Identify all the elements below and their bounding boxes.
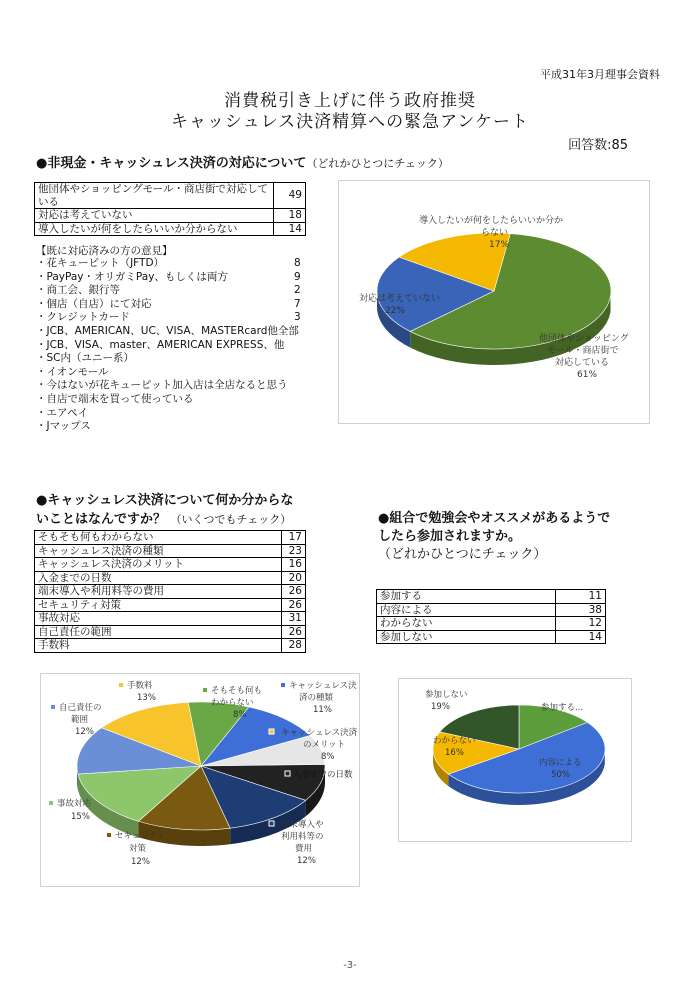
list-item	[36, 298, 306, 312]
pie3-pct-wakaranai: 16%	[445, 748, 464, 758]
opinion-label: ・個店（自店）にて対応	[36, 297, 152, 310]
pie1-label-b-pct: 22%	[385, 306, 406, 316]
table-row	[35, 571, 306, 585]
opinion-label: ・花キューピット（JFTD）	[36, 257, 165, 269]
opinion-label: ・PayPay・オリガミPay、もしくは両方	[36, 270, 228, 283]
opinion-label: ・今はないが花キューピット加入店は全店なると思う	[36, 379, 288, 392]
response-count: 回答数:85	[568, 138, 628, 153]
table-row	[35, 639, 306, 653]
table-row	[377, 603, 606, 617]
pie2-pct-hiyou: 12%	[297, 856, 316, 866]
q1-row-label: 他団体やショッピングモール・商店街で対応している	[35, 183, 274, 209]
q1-row-label: 対応は考えていない	[35, 209, 274, 223]
pie2-pct-merit: 8%	[321, 752, 335, 762]
pie1-label-c-line3: 対応している	[555, 358, 610, 368]
pie2-label-somosomo-2: わからない	[211, 698, 254, 708]
pie1-label-a-pct: 17%	[489, 240, 510, 250]
pie2-pct-shurui: 11%	[313, 705, 332, 715]
opinion-count: 9	[294, 270, 301, 283]
opinion-count: 7	[294, 297, 301, 310]
table-row	[35, 598, 306, 612]
table-row	[377, 617, 606, 631]
q2-row-value: 26	[282, 625, 306, 639]
pie2-label-security-1: セキュリティ	[115, 831, 166, 841]
pie1-label-a-line1: 導入したいが何をしたらいいか分か	[419, 216, 564, 226]
list-item	[36, 257, 306, 271]
pie3-label-naiyou: 内容による	[539, 758, 582, 768]
pie3-label-wakaranai: わからない	[433, 736, 476, 746]
list-item	[36, 366, 306, 380]
q1-heading-text: ●非現金・キャッシュレス決済の対応について	[36, 156, 307, 171]
q2-row-value: 20	[282, 571, 306, 585]
q2-row-value: 17	[282, 531, 306, 545]
legend-marker-nissu	[285, 771, 290, 776]
table-row	[35, 558, 306, 572]
pie2-pct-sekinin: 12%	[75, 727, 94, 737]
list-item	[36, 271, 306, 285]
opinion-label: ・商工会、銀行等	[36, 284, 120, 297]
pie3-pct-naiyou: 50%	[551, 770, 570, 780]
legend-marker-tesuryo	[119, 683, 123, 687]
q2-row-label: そもそも何もわからない	[35, 531, 282, 545]
pie2-pct-tesuryo: 13%	[137, 693, 156, 703]
list-item	[36, 339, 306, 353]
pie2-label-jiko: 事故対応	[57, 799, 92, 809]
pie2-label-merit-1: キャッシュレス決済	[281, 728, 358, 738]
q2-row-value: 23	[282, 544, 306, 558]
q3-row-value: 12	[556, 617, 606, 631]
q1-row-value: 49	[274, 183, 306, 209]
opinion-label: ・エアペイ	[36, 406, 89, 419]
opinion-label: ・JCB、AMERICAN、UC、VISA、MASTERcard他全部	[36, 324, 299, 337]
q2-row-label: 自己責任の範囲	[35, 625, 282, 639]
pie2-label-nissu: 入金までの日数	[293, 770, 353, 780]
opinion-count: 8	[294, 257, 301, 269]
opinion-label: ・Jマップス	[36, 420, 91, 433]
pie2-label-security-2: 対策	[129, 844, 147, 854]
pie2-label-sekinin-2: 範囲	[71, 715, 89, 725]
pie2-label-hiyou-2: 利用料等の	[281, 832, 324, 842]
list-item	[36, 393, 306, 407]
pie-chart-q3	[398, 678, 632, 842]
pie1-label-c-line2: モール・商店街で	[547, 346, 619, 356]
q2-row-label: 端末導入や利用料等の費用	[35, 585, 282, 599]
q2-row-label: キャッシュレス決済の種類	[35, 544, 282, 558]
q3-row-value: 38	[556, 603, 606, 617]
legend-marker-hiyou	[269, 821, 274, 826]
legend-marker-sekinin	[51, 705, 55, 709]
legend-marker-somosomo	[203, 688, 207, 692]
legend-marker-merit	[269, 729, 274, 734]
q2-heading-line2-wrap	[36, 508, 356, 527]
q3-row-label: 内容による	[377, 603, 556, 617]
opinion-label: ・自店で端末を買って使っている	[36, 392, 194, 405]
q1-note: （どれかひとつにチェック）	[306, 157, 449, 170]
q2-heading-line2: いことはなんですか？	[36, 512, 167, 527]
table-row	[35, 612, 306, 626]
pie2-pct-jiko: 15%	[71, 812, 90, 822]
legend-marker-jiko	[49, 801, 53, 805]
list-item	[36, 352, 306, 366]
pie2-label-merit-2: のメリット	[303, 740, 346, 750]
pie-chart-q2	[40, 673, 360, 887]
q3-heading	[378, 510, 678, 564]
table-row	[377, 630, 606, 644]
legend-marker-shurui	[281, 683, 285, 687]
q2-row-value: 28	[282, 639, 306, 653]
q3-row-label: 参加する	[377, 590, 556, 604]
pie1-label-c-pct: 61%	[577, 370, 598, 380]
q1-row-label: 導入したいが何をしたらいいか分からない	[35, 222, 274, 236]
table-row	[35, 625, 306, 639]
pie-chart-q1	[338, 180, 650, 424]
q3-table	[376, 589, 606, 644]
pie2-label-somosomo-1: そもそも何も	[211, 686, 263, 696]
pie2-pct-security: 12%	[131, 857, 150, 867]
table-row	[35, 544, 306, 558]
table-row	[35, 585, 306, 599]
list-item	[36, 284, 306, 298]
q3-heading-line1: ●組合で勉強会やオススメがあるようで	[378, 511, 611, 526]
q3-heading-line3: （どれかひとつにチェック）	[378, 547, 547, 562]
list-item	[36, 325, 306, 339]
q1-table	[34, 182, 306, 236]
pie2-label-sekinin-1: 自己責任の	[59, 703, 102, 713]
q1-heading	[36, 152, 449, 171]
pie2-label-shurui-2: 済の種類	[299, 693, 334, 703]
table-row	[377, 590, 606, 604]
q1-row-value: 18	[274, 209, 306, 223]
q2-table	[34, 530, 306, 653]
pie2-label-shurui-1: キャッシュレス決	[289, 681, 357, 691]
opinion-count: 3	[294, 311, 301, 324]
q2-heading-line1: ●キャッシュレス決済について何か分からな	[36, 493, 294, 508]
opinions-title: 【既に対応済みの方の意見】	[36, 245, 173, 257]
q2-row-value: 16	[282, 558, 306, 572]
pie1-label-a-line2: らない	[481, 228, 509, 238]
opinion-label: ・JCB、VISA、master、AMERICAN EXPRESS、他	[36, 338, 285, 351]
q2-row-label: 手数料	[35, 639, 282, 653]
q1-row-value: 14	[274, 222, 306, 236]
q3-row-value: 14	[556, 630, 606, 644]
q2-row-value: 31	[282, 612, 306, 626]
page-number: -3-	[343, 960, 357, 971]
list-item	[36, 420, 306, 434]
table-row	[35, 531, 306, 545]
pie2-label-hiyou-1: 端末導入や	[281, 820, 324, 830]
pie3-label-sankashinai: 参加しない	[425, 690, 468, 700]
pie3-label-sankasuru: 参加する...	[541, 703, 584, 713]
opinion-label: ・クレジットカード	[36, 311, 130, 324]
list-item	[36, 311, 306, 325]
q2-row-value: 26	[282, 585, 306, 599]
q3-heading-line2: したら参加されますか。	[378, 529, 522, 544]
pie1-label-c-line1: 他団体やショッピング	[539, 334, 629, 344]
opinions-list	[36, 257, 306, 434]
opinion-count: 2	[294, 284, 301, 297]
table-row	[35, 183, 306, 209]
pie2-label-tesuryo: 手数料	[127, 681, 153, 691]
q2-row-value: 26	[282, 598, 306, 612]
q2-row-label: キャッシュレス決済のメリット	[35, 558, 282, 572]
opinion-label: ・イオンモール	[36, 365, 109, 378]
pie2-pct-somosomo: 8%	[233, 710, 247, 720]
page-title-line1: 消費税引き上げに伴う政府推奨	[224, 91, 476, 111]
q2-row-label: 事故対応	[35, 612, 282, 626]
list-item	[36, 407, 306, 421]
legend-marker-security	[107, 833, 111, 837]
q3-row-label: 参加しない	[377, 630, 556, 644]
pie3-pct-sankashinai: 19%	[431, 702, 450, 712]
opinion-label: ・SC内（ユニー系）	[36, 352, 134, 365]
pie1-label-b-line1: 対応は考えていない	[359, 294, 441, 304]
q2-heading	[36, 489, 356, 527]
q2-note: （いくつでもチェック）	[170, 513, 292, 526]
list-item	[36, 379, 306, 393]
pie2-label-hiyou-3: 費用	[295, 844, 313, 854]
table-row	[35, 222, 306, 236]
q3-row-label: わからない	[377, 617, 556, 631]
q3-row-value: 11	[556, 590, 606, 604]
page-title-line2: キャッシュレス決済精算への緊急アンケート	[170, 112, 530, 132]
table-row	[35, 209, 306, 223]
q2-row-label: セキュリティ対策	[35, 598, 282, 612]
q2-row-label: 入金までの日数	[35, 571, 282, 585]
meta-date: 平成31年3月理事会資料	[540, 68, 660, 81]
